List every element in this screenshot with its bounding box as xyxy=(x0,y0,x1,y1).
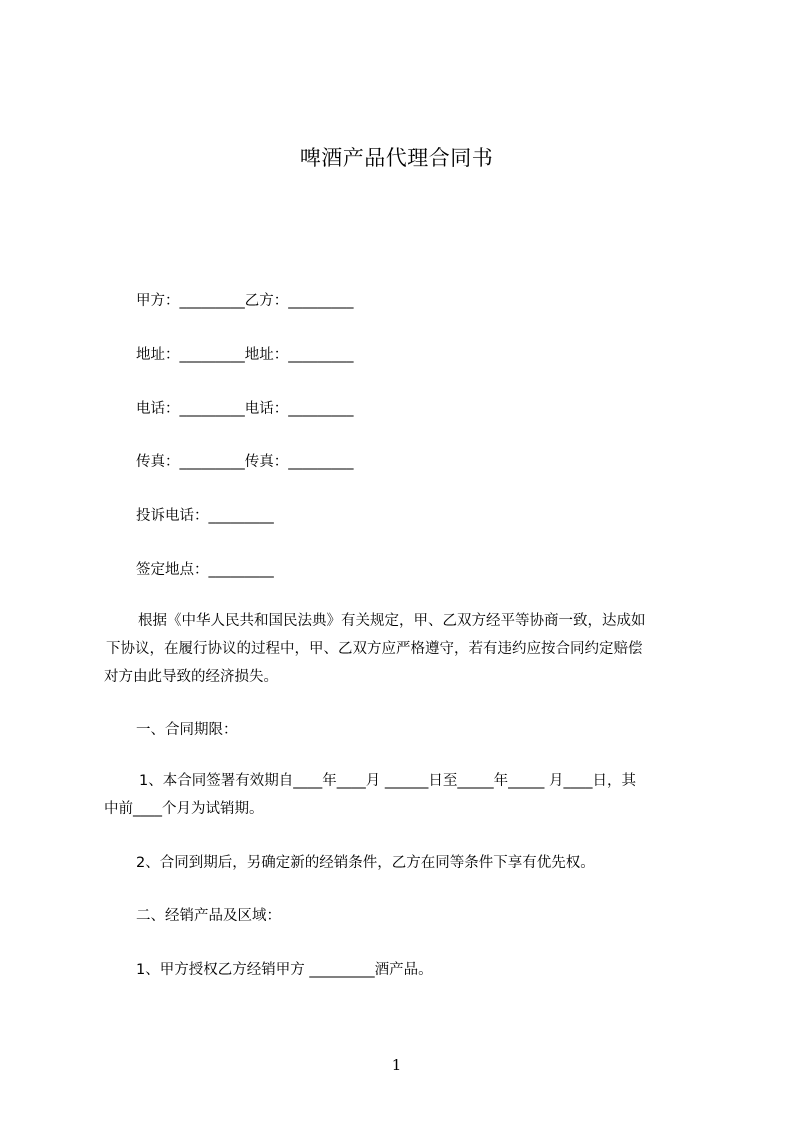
party-address-line: 地址：_________地址：_________ xyxy=(136,347,354,363)
complaint-phone-line: 投诉电话：_________ xyxy=(136,508,274,524)
intro-paragraph-line-1: 根据《中华人民共和国民法典》有关规定，甲、乙双方经平等协商一致，达成如 xyxy=(138,613,646,629)
section-2-heading: 二、经销产品及区域： xyxy=(136,908,281,924)
signing-place-line: 签定地点：_________ xyxy=(136,562,274,578)
intro-paragraph-line-3: 对方由此导致的经济损失。 xyxy=(104,669,278,685)
document-title: 啤酒产品代理合同书 xyxy=(299,146,494,170)
party-phone-line: 电话：_________电话：_________ xyxy=(136,401,354,417)
section-1-clause-1-line-2: 中前____个月为试销期。 xyxy=(104,801,264,817)
intro-paragraph-line-2: 下协议，在履行协议的过程中，甲、乙双方应严格遵守，若有违约应按合同约定赔偿 xyxy=(106,641,643,657)
section-1-clause-2: 2、合同到期后，另确定新的经销条件，乙方在同等条件下享有优先权。 xyxy=(136,855,595,871)
section-1-clause-1-line-1: 1、本合同签署有效期自____年____月 ______日至_____年_____ 月____日，其 xyxy=(139,773,636,789)
section-1-heading: 一、合同期限： xyxy=(136,722,238,738)
section-2-clause-1: 1、甲方授权乙方经销甲方 _________酒产品。 xyxy=(136,962,433,978)
page-number: 1 xyxy=(391,1056,402,1074)
party-fax-line: 传真：_________传真：_________ xyxy=(136,454,354,470)
party-name-line: 甲方：_________乙方：_________ xyxy=(136,293,354,309)
